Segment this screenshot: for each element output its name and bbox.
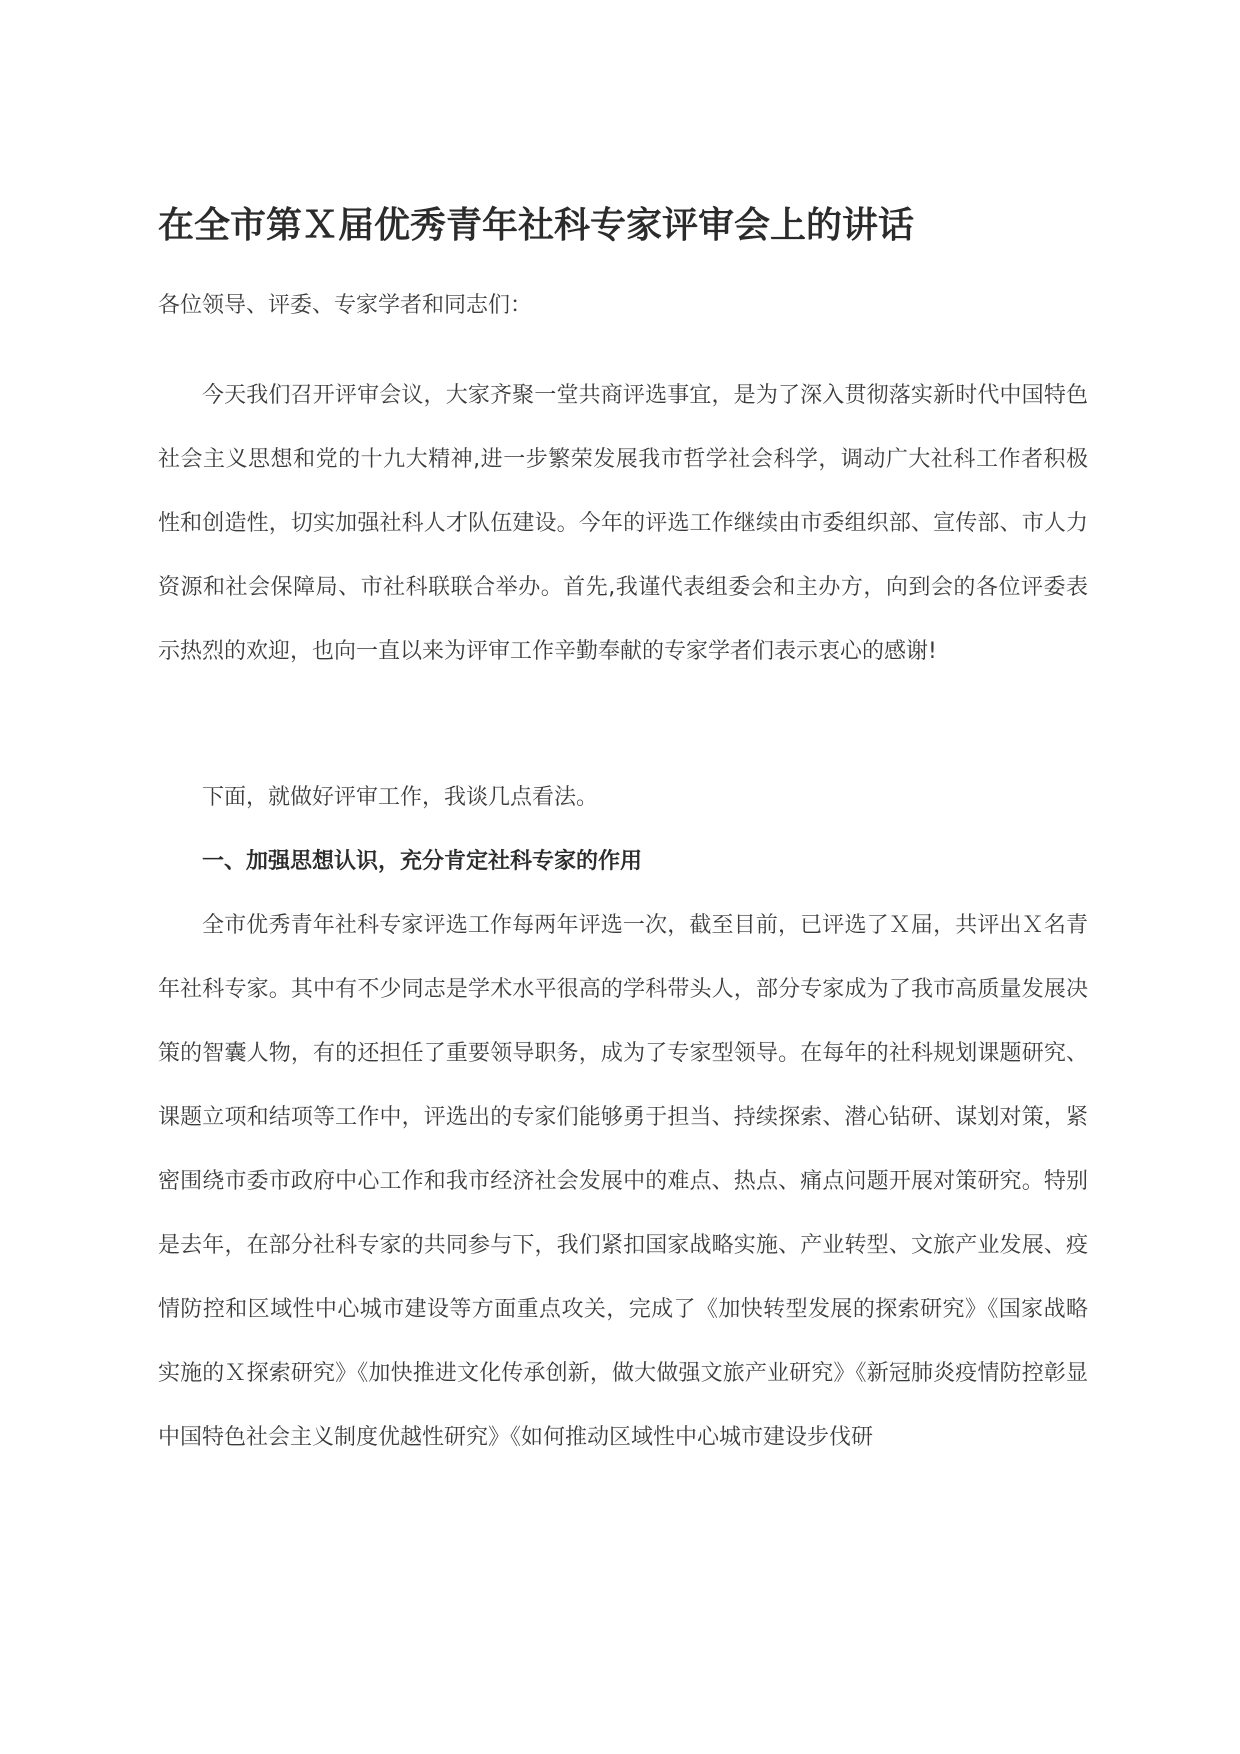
paragraph-opening: 今天我们召开评审会议，大家齐聚一堂共商评选事宜，是为了深入贯彻落实新时代中国特色社会主义思想和党的十九大精神,进一步繁荣发展我市哲学社会科学，调动广大社科工作者积极性和创造性，切实加强社科人才队伍建设。今年的评选工作继续由市委组织部、宣传部、市人力资源和社会保障局、市社科联联合举办。首先,我谨代表组委会和主办方，向到会的各位评委表示热烈的欢迎，也向一直以来为评审工作辛勤奉献的专家学者们表示衷心的感谢! bbox=[158, 383, 1088, 664]
paragraph-section-one: 全市优秀青年社科专家评选工作每两年评选一次，截至目前，已评选了Ｘ届，共评出Ｘ名青年社科专家。其中有不少同志是学术水平很高的学科带头人，部分专家成为了我市高质量发展决策的智囊人物，有的还担任了重要领导职务，成为了专家型领导。在每年的社科规划课题研究、课题立项和结项等工作中，评选出的专家们能够勇于担当、持续探索、潜心钻研、谋划对策，紧密围绕市委市政府中心工作和我市经济社会发展中的难点、热点、痛点问题开展对策研究。特别是去年，在部分社科专家的共同参与下，我们紧扣国家战略实施、产业转型、文旅产业发展、疫情防控和区域性中心城市建设等方面重点攻关，完成了《加快转型发展的探索研究》《国家战略实施的Ｘ探索研究》《加快推进文化传承创新，做大做强文旅产业研究》《新冠肺炎疫情防控彰显中国特色社会主义制度优越性研究》《如何推动区域性中心城市建设步伐研 bbox=[158, 913, 1088, 1450]
document-title: 在全市第Ｘ届优秀青年社科专家评审会上的讲话 bbox=[158, 205, 915, 246]
salutation: 各位领导、评委、专家学者和同志们： bbox=[158, 293, 533, 318]
paragraph-transition: 下面，就做好评审工作，我谈几点看法。 bbox=[202, 785, 599, 810]
section-heading: 一、加强思想认识，充分肯定社科专家的作用 bbox=[202, 849, 643, 874]
